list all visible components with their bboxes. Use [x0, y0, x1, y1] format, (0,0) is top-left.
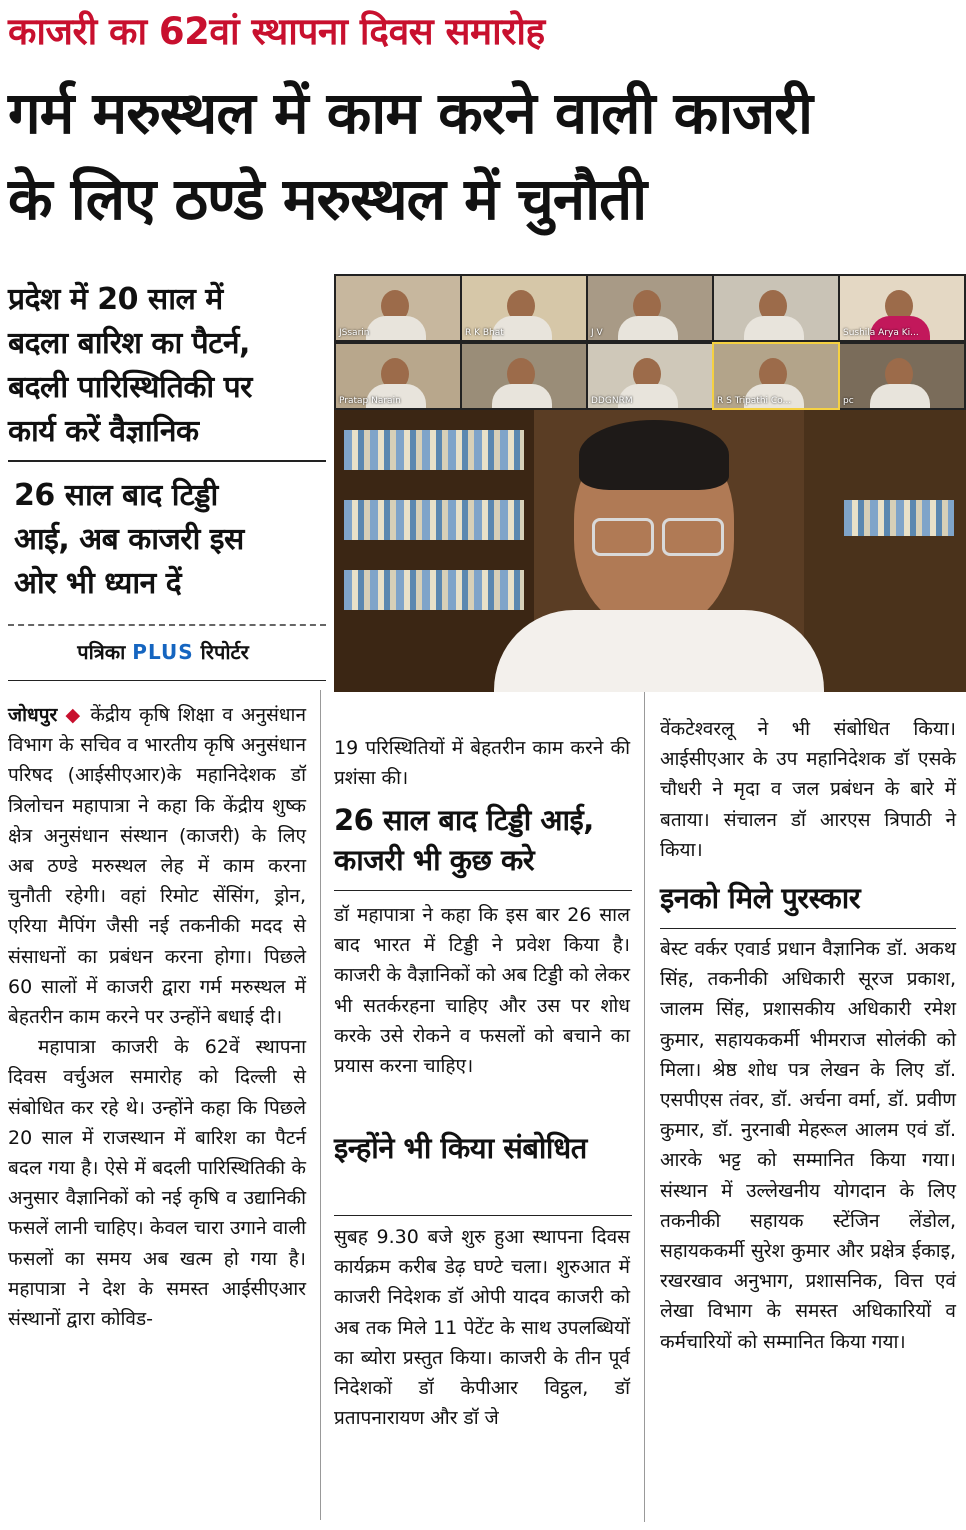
- video-tile: [462, 344, 586, 408]
- participant-name: DDGNRM: [591, 396, 633, 406]
- paragraph: महापात्रा काजरी के 62वें स्थापना दिवस वर्चुअल समारोह को दिल्ली से संबोधित कर रहे थे। उन्होंने कहा कि पिछले 20 साल में राजस्थान में बारिश का पैटर्न बदल गया है। ऐसे में बदली पारिस्थितिकी के अनुसार वैज्ञानिकों को नई कृषि व उद्यानिकी फसलें लानी चाहिए। केवल चारा उगाने वाली फसलों का समय अब खत्म हो गया है। महापात्रा ने देश के समस्त आईसीएआर संस्थानों द्वारा कोविड-: [8, 1036, 306, 1331]
- article-photo: [334, 274, 966, 692]
- participant-name: Sushila Arya Ki...: [843, 328, 919, 338]
- video-tile: [840, 276, 964, 340]
- paragraph: वेंकटेश्वरलू ने भी संबोधित किया। आईसीएआर के उप महानिदेशक डॉ एसके चौधरी ने मृदा व जल प्रबंधन के बारे में बताया। संचालन डॉ आरएस त्रिपाठी ने किया।: [660, 718, 956, 861]
- article-column-2-body: [334, 900, 630, 1081]
- paragraph: डॉ महापात्रा ने कहा कि इस बार 26 साल बाद भारत में टिड्डी ने प्रवेश किया है। काजरी के वैज्ञानिकों को अब टिड्डी को लेकर भी सतर्करहना चाहिए और उस पर शोध करके उसे रोकने व फसलों को बचाने का प्रयास करना चाहिए।: [334, 904, 630, 1078]
- dateline-place: जोधपुर: [8, 704, 58, 726]
- video-tile: [336, 276, 460, 340]
- divider: [334, 890, 632, 891]
- subhead-1-line: कार्य करें वैज्ञानिक: [8, 414, 199, 449]
- paragraph: सुबह 9.30 बजे शुरु हुआ स्थापना दिवस कार्यक्रम करीब डेढ़ घण्टे चला। शुरुआत में काजरी निदेशक डॉ ओपी यादव काजरी को अब तक मिले 11 पेटेंट के साथ उपलब्धियों का ब्योरा प्रस्तुत किया। काजरी के तीन पूर्व निदेशकों डॉ केपीआर विट्ठल, डॉ प्रतापनारायण और डॉ जे: [334, 1226, 630, 1430]
- video-tile: [336, 344, 460, 408]
- article-column-2-body-2: [334, 1222, 630, 1433]
- speaker-video: [334, 410, 966, 692]
- section-heading: इनको मिले पुरस्कार: [660, 881, 861, 915]
- paragraph: बेस्ट वर्कर एवार्ड प्रधान वैज्ञानिक डॉ. अकथ सिंह, तकनीकी अधिकारी सूरज प्रकाश, जालम सिंह, प्रशासकीय अधिकारी रमेश कुमार, सहायककर्मी भीमराज सोलंकी को मिला। श्रेष्ठ शोध पत्र लेखन के लिए डॉ. एसपीएस तंवर, डॉ. अर्चना वर्मा, डॉ. प्रवीण कुमार, डॉ. नुरनाबी मेहरूल आलम एवं डॉ. आरके भट्ट को सम्मानित किया गया। संस्थान में उल्लेखनीय योगदान के लिए तकनीकी सहायक स्टेंजिन लेंडोल, सहायककर्मी सुरेश कुमार और प्रक्षेत्र ईकाइ, रखरखाव अनुभाग, प्रशासनिक, वित्त एवं लेखा विभाग के समस्त अधिकारियों व कर्मचारियों को सम्मानित किया गया।: [660, 938, 956, 1353]
- participant-name: J V: [591, 328, 603, 338]
- byline-prefix: पत्रिका: [77, 640, 126, 664]
- video-tile: [840, 344, 964, 408]
- byline-plus: PLUS: [132, 640, 194, 664]
- video-tile: [714, 344, 838, 408]
- paragraph: 19 परिस्थितियों में बेहतरीन काम करने की प्रशंसा की।: [334, 737, 630, 790]
- dashed-divider: [8, 624, 326, 626]
- participant-name: pc: [843, 396, 854, 406]
- video-tile: [714, 276, 838, 340]
- glasses-icon: [592, 518, 654, 556]
- subhead-2-line: 26 साल बाद टिड्डी: [14, 478, 218, 513]
- divider: [8, 460, 326, 462]
- subhead-1-line: बदली पारिस्थितिकी पर: [8, 370, 252, 405]
- participant-name: JSsarin: [339, 328, 370, 338]
- diamond-icon: ◆: [65, 704, 83, 726]
- kicker-title: काजरी का 62वां स्थापना दिवस समारोह: [8, 10, 545, 53]
- article-column-3: [660, 714, 956, 865]
- subhead-2-line: आई, अब काजरी इस: [14, 522, 244, 557]
- byline-suffix: रिपोर्टर: [200, 640, 249, 664]
- paragraph-text: केंद्रीय कृषि शिक्षा व अनुसंधान विभाग के सचिव व भारतीय कृषि अनुसंधान परिषद (आईसीएआर)के महानिदेशक डॉ त्रिलोचन महापात्रा ने कहा कि केंद्रीय शुष्क क्षेत्र अनुसंधान संस्थान (काजरी) के लिए अब ठण्डे मरुस्थल लेह में काम करना चुनौती रहेगी। वहां रिमोट सेंसिंग, ड्रोन, एरिया मैपिंग जैसी नई तकनीकी मदद से संसाधनों का प्रबंधन करना होगा। पिछले 60 सालों में काजरी द्वारा गर्म मरुस्थल में बेहतरीन काम करने पर उन्होंने बधाई दी।: [8, 704, 307, 1029]
- headline-line-1: गर्म मरुस्थल में काम करने वाली काजरी: [8, 79, 813, 147]
- divider: [334, 1215, 632, 1216]
- subhead-2: [14, 474, 328, 606]
- column-divider: [320, 690, 321, 1520]
- subhead-1-line: प्रदेश में 20 साल में: [8, 282, 223, 317]
- participant-name: Pratap Narain: [339, 396, 401, 406]
- video-tile: [462, 276, 586, 340]
- participant-name: R S Tripathi Co...: [717, 396, 792, 406]
- article-column-2: [334, 733, 630, 793]
- video-tile: [588, 344, 712, 408]
- column-divider: [644, 692, 645, 1522]
- headline-line-2: के लिए ठण्डे मरुस्थल में चुनौती: [8, 165, 647, 233]
- section-heading: इन्होंने भी किया संबोधित: [334, 1131, 587, 1165]
- participant-name: R K Bhat: [465, 328, 504, 338]
- section-heading: 26 साल बाद टिड्डी आई, काजरी भी कुछ करे: [334, 803, 594, 877]
- subhead-1-line: बदला बारिश का पैटर्न,: [8, 326, 250, 361]
- article-column-3-body: [660, 934, 956, 1357]
- main-headline: [8, 70, 958, 242]
- video-tile: [588, 276, 712, 340]
- divider: [8, 680, 326, 681]
- video-call-grid: [334, 274, 966, 410]
- subhead-1: [8, 278, 328, 454]
- paragraph: [8, 700, 306, 1032]
- article-column-1: [8, 700, 306, 1334]
- byline: [8, 638, 318, 665]
- divider: [660, 928, 956, 929]
- subhead-2-line: ओर भी ध्यान दें: [14, 566, 182, 601]
